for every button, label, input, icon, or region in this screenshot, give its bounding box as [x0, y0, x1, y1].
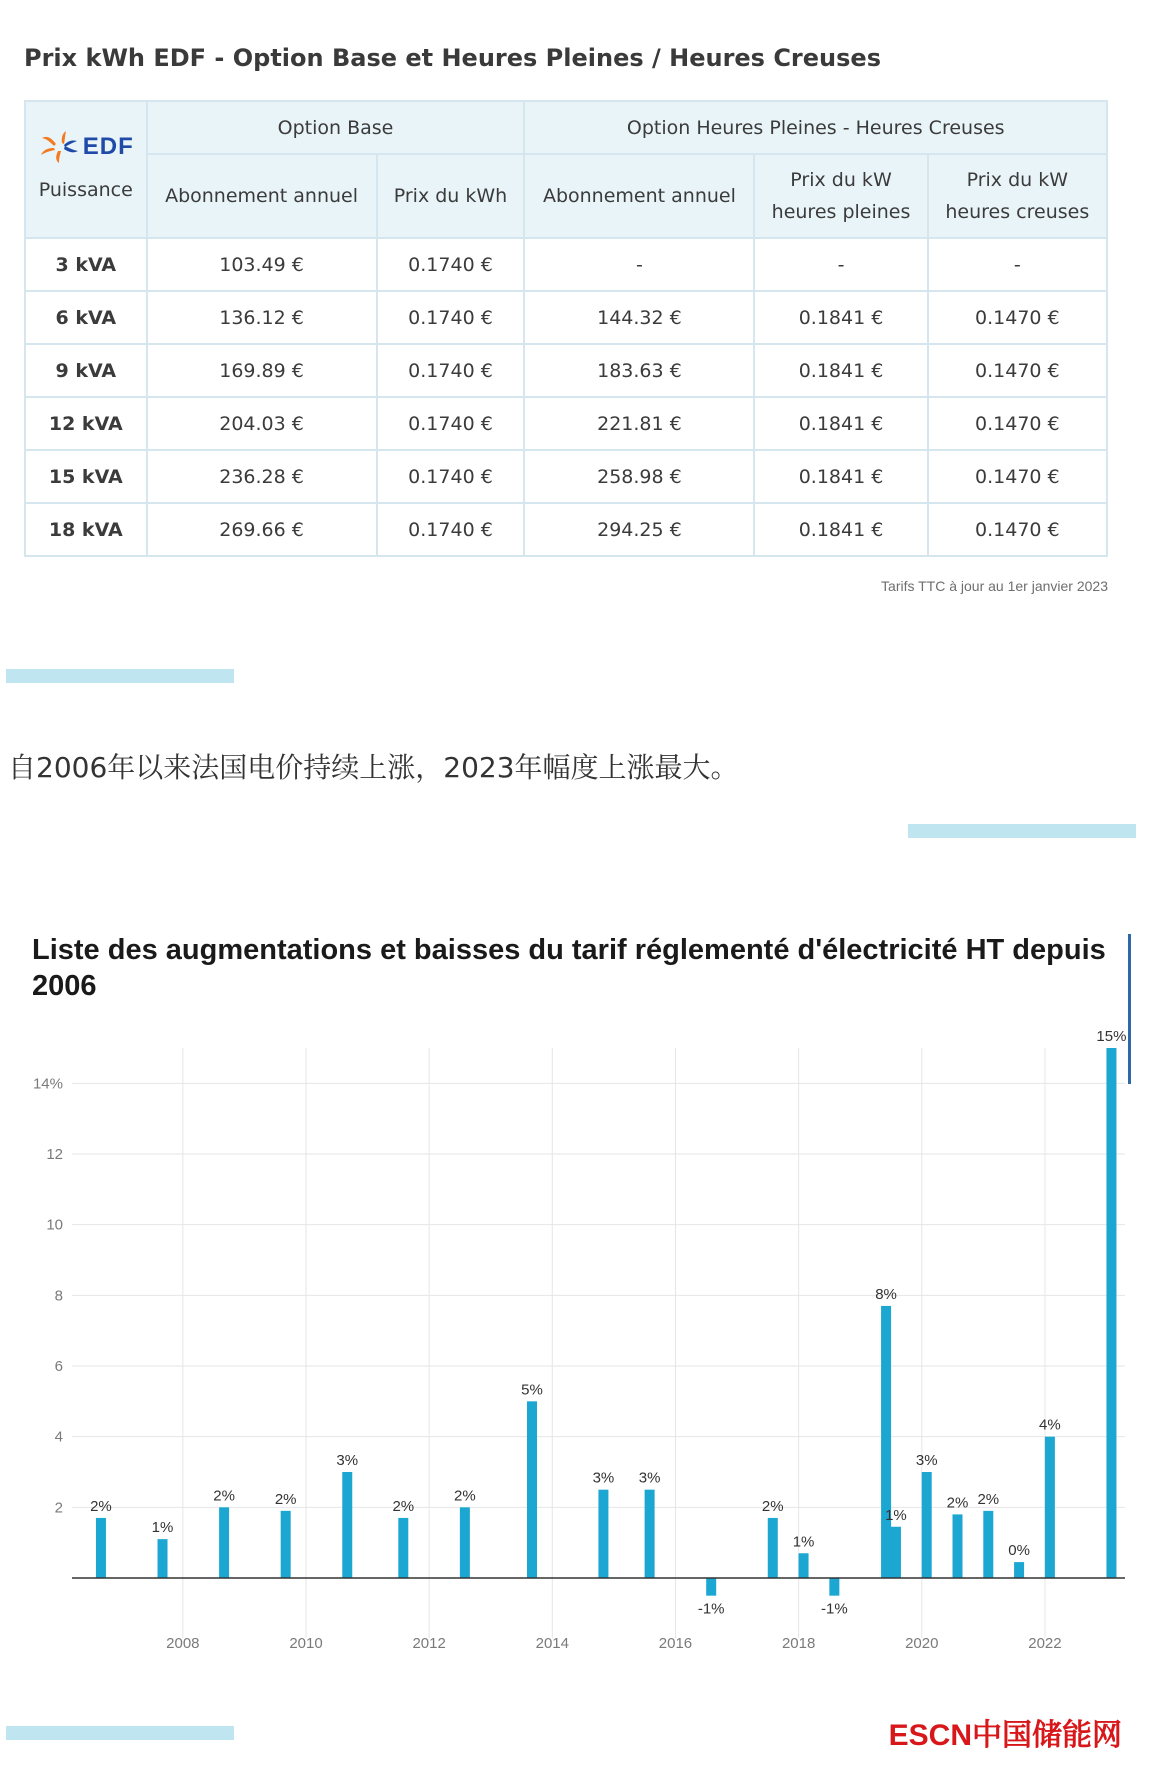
table-cell: 0.1740 €	[377, 450, 525, 503]
y-tick-label: 8	[54, 1287, 63, 1305]
y-tick-label: 4	[54, 1428, 63, 1446]
data-label: 1%	[885, 1506, 907, 1524]
col-prix-hc-line1: Prix du kW	[966, 169, 1069, 191]
data-label: -1%	[821, 1600, 848, 1618]
table-cell: 294.25 €	[524, 503, 754, 556]
chart-bar	[1106, 1048, 1116, 1578]
table-cell: 0.1841 €	[754, 344, 927, 397]
table-cell: 6 kVA	[25, 291, 147, 344]
table-cell: 221.81 €	[524, 397, 754, 450]
chart-bar	[460, 1507, 470, 1578]
data-label: 2%	[392, 1497, 415, 1515]
table-cell: 9 kVA	[25, 344, 147, 397]
chart-bar	[158, 1539, 168, 1578]
x-tick-label: 2008	[166, 1635, 200, 1652]
table-cell: 0.1740 €	[377, 238, 525, 291]
table-cell: 12 kVA	[25, 397, 147, 450]
chart-bar	[768, 1518, 778, 1578]
x-tick-label: 2022	[1028, 1635, 1062, 1652]
chart-bar	[706, 1578, 716, 1596]
table-cell: 144.32 €	[524, 291, 754, 344]
table-cell: 183.63 €	[524, 344, 754, 397]
col-prix-hp-line1: Prix du kW	[790, 169, 892, 191]
article-paragraph: 自2006年以来法国电价持续上涨，2023年幅度上涨最大。	[8, 751, 739, 784]
col-prix-kwh: Prix du kWh	[377, 154, 525, 238]
table-row	[25, 344, 1107, 397]
table-cell: 103.49 €	[147, 238, 377, 291]
table-row	[25, 291, 1107, 344]
x-tick-label: 2010	[289, 1635, 323, 1652]
edf-logo-text: EDF	[82, 132, 134, 160]
chart-bar	[342, 1472, 352, 1578]
table-cell: 0.1740 €	[377, 344, 525, 397]
chart-source-line	[34, 1672, 654, 1680]
chart-bar	[398, 1518, 408, 1578]
edf-sun-icon	[38, 130, 80, 164]
option-hphc-header: Option Heures Pleines - Heures Creuses	[524, 101, 1107, 154]
table-footnote: Tarifs TTC à jour au 1er janvier 2023	[881, 578, 1108, 594]
table-cell: 0.1470 €	[928, 344, 1107, 397]
y-tick-label: 2	[54, 1499, 63, 1517]
table-cell: 15 kVA	[25, 450, 147, 503]
tariff-table	[24, 100, 1108, 557]
decorative-divider	[908, 824, 1136, 838]
table-cell: 0.1740 €	[377, 291, 525, 344]
table-cell: 269.66 €	[147, 503, 377, 556]
col-abonnement-hphc: Abonnement annuel	[524, 154, 754, 238]
chart-bar	[96, 1518, 106, 1578]
table-cell: -	[524, 238, 754, 291]
data-label: 1%	[792, 1533, 815, 1551]
table-cell: 0.1841 €	[754, 450, 927, 503]
table-cell: 0.1841 €	[754, 397, 927, 450]
table-row	[25, 397, 1107, 450]
chart-bar	[645, 1490, 655, 1578]
table-cell: 0.1841 €	[754, 291, 927, 344]
chart-bar	[983, 1511, 993, 1578]
chart-bar	[1014, 1562, 1024, 1578]
table-title: Prix kWh EDF - Option Base et Heures Pleines / Heures Creuses	[24, 44, 881, 72]
col-prix-hc	[928, 154, 1107, 238]
data-label: 2%	[977, 1490, 1000, 1508]
data-label: 3%	[336, 1452, 359, 1469]
chart-title: Liste des augmentations et baisses du tarif réglementé d'électricité HT depuis 2006	[32, 934, 1106, 1002]
table-cell: 236.28 €	[147, 450, 377, 503]
decorative-divider	[6, 1726, 234, 1740]
edf-logo	[26, 130, 146, 164]
table-cell: 3 kVA	[25, 238, 147, 291]
x-tick-label: 2014	[535, 1635, 570, 1652]
data-label: 3%	[592, 1469, 615, 1487]
table-cell: 0.1841 €	[754, 503, 927, 556]
table-cell: -	[928, 238, 1107, 291]
chart-bar	[527, 1401, 537, 1578]
decorative-divider	[6, 669, 234, 683]
col-prix-hp	[754, 154, 927, 238]
data-label: 5%	[521, 1381, 543, 1399]
y-tick-label: 10	[46, 1216, 63, 1234]
data-label: 2%	[454, 1487, 476, 1505]
puissance-label: Puissance	[38, 178, 133, 201]
option-base-header: Option Base	[147, 101, 525, 154]
chart-bar	[922, 1472, 932, 1578]
table-cell: 136.12 €	[147, 291, 377, 344]
table-cell: 0.1470 €	[928, 291, 1107, 344]
chart-bar	[829, 1578, 839, 1596]
table-cell: 0.1740 €	[377, 397, 525, 450]
table-cell: 18 kVA	[25, 503, 147, 556]
data-label: 2%	[946, 1494, 969, 1512]
data-label: 2%	[90, 1497, 112, 1515]
data-label: 3%	[915, 1452, 938, 1469]
data-label: 2%	[274, 1490, 297, 1508]
table-cell: 0.1470 €	[928, 450, 1107, 503]
data-label: 2%	[761, 1497, 784, 1515]
brand-logo: ESCN中国储能网	[888, 1719, 1122, 1752]
data-label: 0%	[1008, 1542, 1030, 1560]
bar-chart	[0, 1000, 1150, 1670]
table-cell: -	[754, 238, 927, 291]
table-cell: 0.1740 €	[377, 503, 525, 556]
data-label: 15%	[1096, 1028, 1127, 1045]
data-label: 2%	[213, 1487, 235, 1505]
data-label: -1%	[697, 1600, 725, 1618]
col-abonnement-base: Abonnement annuel	[147, 154, 377, 238]
table-cell: 258.98 €	[524, 450, 754, 503]
x-tick-label: 2012	[412, 1635, 446, 1652]
chart-bar	[891, 1527, 901, 1578]
col-prix-hp-line2: heures pleines	[771, 201, 911, 223]
x-tick-label: 2018	[781, 1635, 816, 1652]
data-label: 1%	[151, 1519, 174, 1537]
chart-bar	[219, 1507, 229, 1578]
chart-bar	[799, 1553, 809, 1578]
col-prix-hc-line2: heures creuses	[945, 201, 1090, 223]
y-tick-label: 6	[54, 1358, 63, 1375]
chart-bar	[881, 1306, 891, 1578]
x-tick-label: 2016	[658, 1635, 693, 1652]
data-label: 3%	[638, 1469, 661, 1487]
table-cell: 204.03 €	[147, 397, 377, 450]
data-label: 8%	[875, 1285, 897, 1303]
table-row	[25, 238, 1107, 291]
table-cell: 0.1470 €	[928, 503, 1107, 556]
chart-bar	[1045, 1437, 1055, 1578]
table-row	[25, 503, 1107, 556]
chart-bar	[598, 1490, 608, 1578]
y-tick-label: 14%	[32, 1075, 63, 1093]
table-row	[25, 450, 1107, 503]
chart-bar	[281, 1511, 291, 1578]
y-tick-label: 12	[46, 1146, 63, 1163]
x-tick-label: 2020	[905, 1635, 939, 1652]
chart-bar	[953, 1514, 963, 1578]
puissance-header	[25, 101, 147, 238]
data-label: 4%	[1039, 1416, 1061, 1434]
table-cell: 0.1470 €	[928, 397, 1107, 450]
table-cell: 169.89 €	[147, 344, 377, 397]
